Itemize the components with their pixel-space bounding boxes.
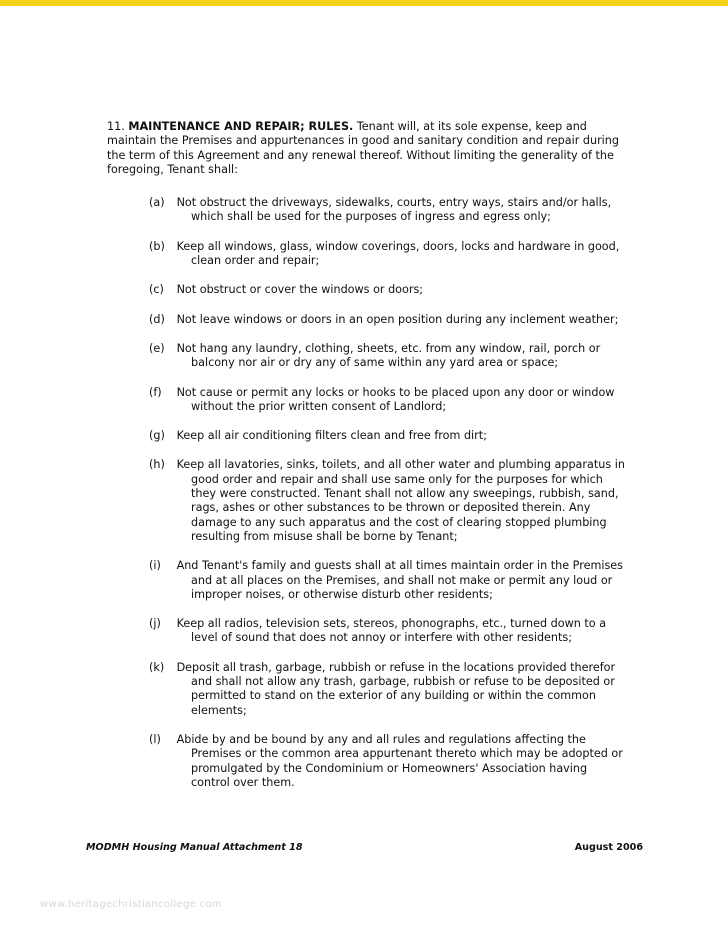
list-item bbox=[107, 429, 627, 443]
page-footer bbox=[86, 842, 643, 853]
section-heading bbox=[107, 120, 627, 177]
item-label: (h) bbox=[149, 458, 165, 472]
list-item bbox=[107, 196, 627, 225]
item-label: (d) bbox=[149, 312, 165, 326]
footer-date: August 2006 bbox=[574, 842, 643, 853]
item-text: Not obstruct the driveways, sidewalks, courts, entry ways, stairs and/or halls, which shall be used for the purposes of ingress and egress only; bbox=[176, 196, 612, 224]
list-item bbox=[107, 733, 627, 790]
item-text: Keep all windows, glass, window coverings, doors, locks and hardware in good, clean order and repair; bbox=[176, 239, 620, 268]
item-label: (c) bbox=[149, 283, 164, 297]
document-page bbox=[0, 6, 728, 943]
list-item bbox=[107, 283, 627, 297]
item-label: (k) bbox=[149, 660, 165, 674]
item-label: (j) bbox=[149, 617, 161, 631]
item-text: Not cause or permit any locks or hooks to be placed upon any door or window without the prior written consent of Landlord; bbox=[176, 385, 615, 413]
footer-document-title: MODMH Housing Manual Attachment 18 bbox=[86, 842, 303, 853]
rules-list bbox=[107, 196, 627, 790]
item-text: Abide by and be bound by any and all rules and regulations affecting the Premises or the common area appurtenant thereto which may be adopted or promulgated by the Condominium or Homeowners' Association having control over them. bbox=[176, 732, 623, 789]
item-label: (i) bbox=[149, 559, 161, 573]
item-text: Deposit all trash, garbage, rubbish or refuse in the locations provided therefor and shall not allow any trash, garbage, rubbish or refuse to be deposited or permitted to stand on the exterior of any building or within the common elements; bbox=[176, 660, 616, 717]
item-text: Keep all air conditioning filters clean and free from dirt; bbox=[176, 429, 487, 443]
list-item bbox=[107, 313, 627, 327]
list-item bbox=[107, 559, 627, 602]
list-item bbox=[107, 386, 627, 415]
list-item bbox=[107, 617, 627, 646]
item-label: (l) bbox=[149, 732, 161, 746]
item-text: Keep all radios, television sets, stereos, phonographs, etc., turned down to a level of sound that does not annoy or interfere with other residents; bbox=[176, 617, 607, 645]
section-11 bbox=[107, 120, 627, 805]
item-text: Not obstruct or cover the windows or doors; bbox=[176, 283, 424, 297]
item-text: And Tenant's family and guests shall at all times maintain order in the Premises and at all places on the Premises, and shall not make or permit any loud or improper noises, or otherwise disturb other residents; bbox=[176, 559, 623, 601]
item-label: (b) bbox=[149, 239, 165, 253]
section-title: MAINTENANCE AND REPAIR; RULES. bbox=[128, 120, 354, 133]
list-item bbox=[107, 458, 627, 544]
item-text: Keep all lavatories, sinks, toilets, and all other water and plumbing apparatus in good order and repair and shall use same only for the purposes for which they were constructed. Tenant shall not allow any sweepings, rubbish, sand, rags, ashes or other substances to be thrown or deposited therein. Any damage to any such apparatus and the cost of clearing stopped plumbing resulting from misuse shall be borne by Tenant; bbox=[176, 458, 625, 543]
watermark-text: www.heritagechristiancollege.com bbox=[40, 899, 222, 910]
list-item bbox=[107, 342, 627, 371]
section-number: 11. bbox=[107, 120, 125, 133]
item-text: Not leave windows or doors in an open position during any inclement weather; bbox=[176, 312, 619, 326]
item-label: (f) bbox=[149, 385, 162, 399]
section-intro: Tenant will, at its sole expense, keep and maintain the Premises and appurtenances in good and sanitary condition and repair during the term of this Agreement and any renewal thereof. Without limiting the generality of the foregoing, Tenant shall: bbox=[107, 120, 619, 176]
item-label: (a) bbox=[149, 196, 165, 210]
item-label: (g) bbox=[149, 429, 165, 443]
list-item bbox=[107, 240, 627, 269]
item-text: Not hang any laundry, clothing, sheets, etc. from any window, rail, porch or balcony nor air or dry any of same within any yard area or space; bbox=[176, 341, 601, 370]
list-item bbox=[107, 661, 627, 718]
item-label: (e) bbox=[149, 341, 165, 355]
